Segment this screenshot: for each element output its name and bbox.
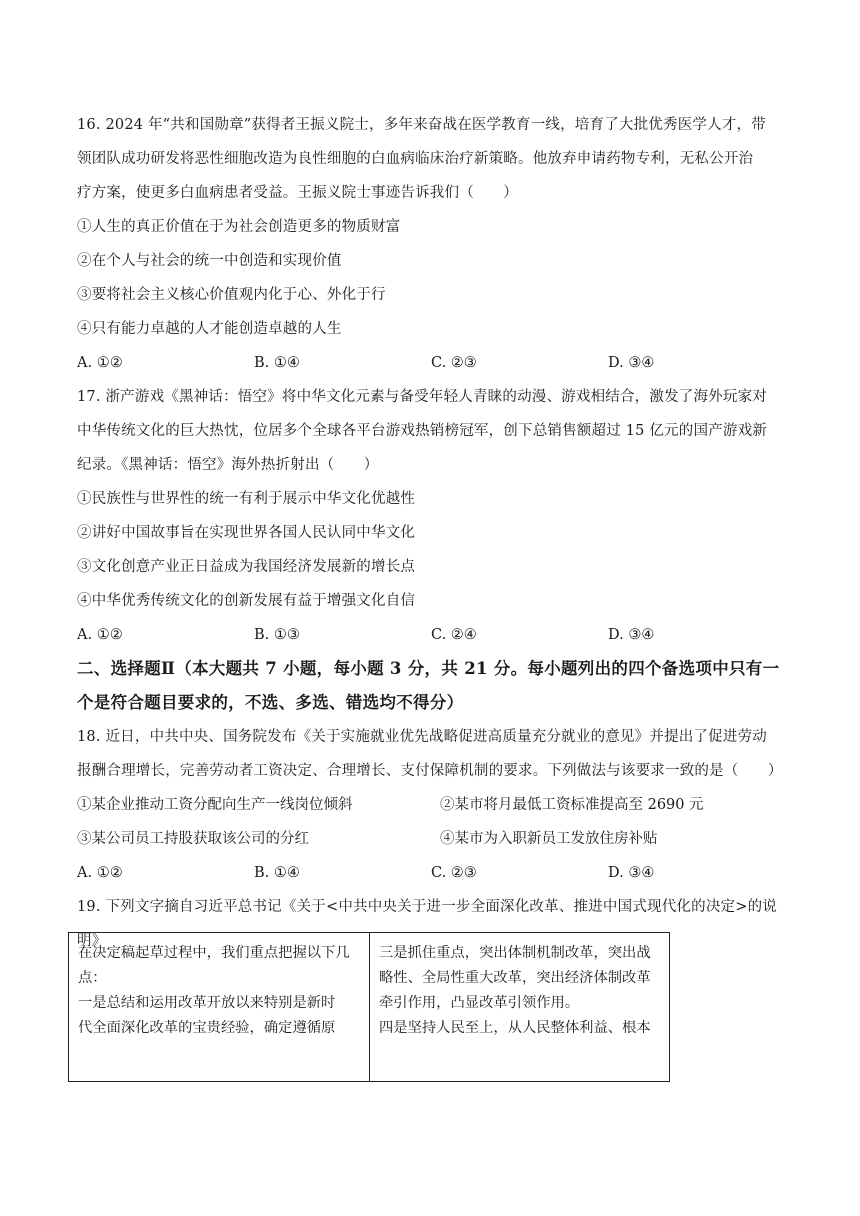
question-19-stem-line: 19. 下列文字摘自习近平总书记《关于<中共中央关于进一步全面深化改革、推进中国式现代化的决定>的说 xyxy=(77,899,777,915)
question-16-options xyxy=(77,346,785,380)
question-18-options xyxy=(77,856,785,890)
option-d: D. ③④ xyxy=(608,355,655,371)
section-2-title-line: 个是符合题目要求的，不选、多选、错选均不得分） xyxy=(77,693,464,712)
quote-line: 三是抓住重点，突出体制机制改革，突出战 xyxy=(379,945,651,961)
option-d: D. ③④ xyxy=(608,865,655,881)
quote-line: 在决定稿起草过程中，我们重点把握以下几 xyxy=(78,945,350,961)
question-18-statement-4: ④某市为入职新员工发放住房补贴 xyxy=(440,831,658,847)
question-18 xyxy=(77,720,785,890)
question-18-statement-2: ②某市将月最低工资标准提高至 2690 元 xyxy=(440,797,704,813)
quote-table-right-cell xyxy=(370,933,669,1081)
question-18-statement-3: ③某公司员工持股获取该公司的分红 xyxy=(77,831,309,847)
question-17-statement-2: ②讲好中国故事旨在实现世界各国人民认同中华文化 xyxy=(77,525,416,541)
question-16 xyxy=(77,108,785,380)
option-a: A. ①② xyxy=(77,355,123,371)
question-18-statements-row xyxy=(77,822,785,856)
option-a: A. ①② xyxy=(77,627,123,643)
question-17-statement-4: ④中华优秀传统文化的创新发展有益于增强文化自信 xyxy=(77,593,416,609)
quote-line: 牵引作用，凸显改革引领作用。 xyxy=(379,995,580,1011)
quote-line: 一是总结和运用改革开放以来特别是新时 xyxy=(78,995,336,1011)
question-17-stem-line: 中华传统文化的巨大热忱，位居多个全球各平台游戏热销榜冠军，创下总销售额超过 15 亿元的国产游戏新 xyxy=(77,423,767,439)
question-16-statement-3: ③要将社会主义核心价值观内化于心、外化于行 xyxy=(77,287,386,303)
option-b: B. ①④ xyxy=(254,865,300,881)
question-16-statement-4: ④只有能力卓越的人才能创造卓越的人生 xyxy=(77,321,342,337)
option-b: B. ①④ xyxy=(254,355,300,371)
option-b: B. ①③ xyxy=(254,627,300,643)
option-c: C. ②③ xyxy=(431,865,477,881)
question-16-statement-1: ①人生的真正价值在于为社会创造更多的物质财富 xyxy=(77,219,401,235)
option-a: A. ①② xyxy=(77,865,123,881)
question-18-stem-line: 18. 近日，中共中央、国务院发布《关于实施就业优先战略促进高质量充分就业的意见》并提出了促进劳动 xyxy=(77,729,767,745)
question-17-statement-1: ①民族性与世界性的统一有利于展示中华文化优越性 xyxy=(77,491,416,507)
question-17 xyxy=(77,380,785,652)
question-16-stem-line: 疗方案，使更多白血病患者受益。王振义院士事迹告诉我们（ ） xyxy=(77,185,518,201)
question-17-options xyxy=(77,618,785,652)
question-16-stem-line: 16. 2024 年“共和国勋章”获得者王振义院士，多年来奋战在医学教育一线，培育了大批优秀医学人才，带 xyxy=(77,117,766,133)
quote-line: 略性、全局性重大改革，突出经济体制改革 xyxy=(379,970,651,986)
question-19-quote-table xyxy=(68,932,670,1082)
question-18-statements-row xyxy=(77,788,785,822)
question-17-stem-line: 17. 浙产游戏《黑神话：悟空》将中华文化元素与备受年轻人青睐的动漫、游戏相结合，激发了海外玩家对 xyxy=(77,389,767,405)
quote-line: 代全面深化改革的宝贵经验，确定遵循原 xyxy=(78,1020,336,1036)
section-2-heading xyxy=(77,652,785,720)
question-16-statement-2: ②在个人与社会的统一中创造和实现价值 xyxy=(77,253,342,269)
option-c: C. ②④ xyxy=(431,627,477,643)
quote-line: 四是坚持人民至上，从人民整体利益、根本 xyxy=(379,1020,651,1036)
exam-page xyxy=(77,108,785,958)
quote-table-left-cell xyxy=(69,933,370,1081)
option-d: D. ③④ xyxy=(608,627,655,643)
question-16-stem-line: 领团队成功研发将恶性细胞改造为良性细胞的白血病临床治疗新策略。他放弃申请药物专利，无私公开治 xyxy=(77,151,754,167)
question-19-stem-line: 明》 xyxy=(77,933,107,949)
question-18-statement-1: ①某企业推动工资分配向生产一线岗位倾斜 xyxy=(77,797,353,813)
question-18-stem-line: 报酬合理增长，完善劳动者工资决定、合理增长、支付保障机制的要求。下列做法与该要求一致的是（ ） xyxy=(77,763,783,779)
quote-line: 点： xyxy=(78,970,107,986)
question-17-statement-3: ③文化创意产业正日益成为我国经济发展新的增长点 xyxy=(77,559,416,575)
question-17-stem-line: 纪录。《黑神话：悟空》海外热折射出（ ） xyxy=(77,457,379,473)
option-c: C. ②③ xyxy=(431,355,477,371)
section-2-title-line: 二、选择题Ⅱ（本大题共 7 小题，每小题 3 分，共 21 分。每小题列出的四个备选项中只有一 xyxy=(77,659,780,678)
